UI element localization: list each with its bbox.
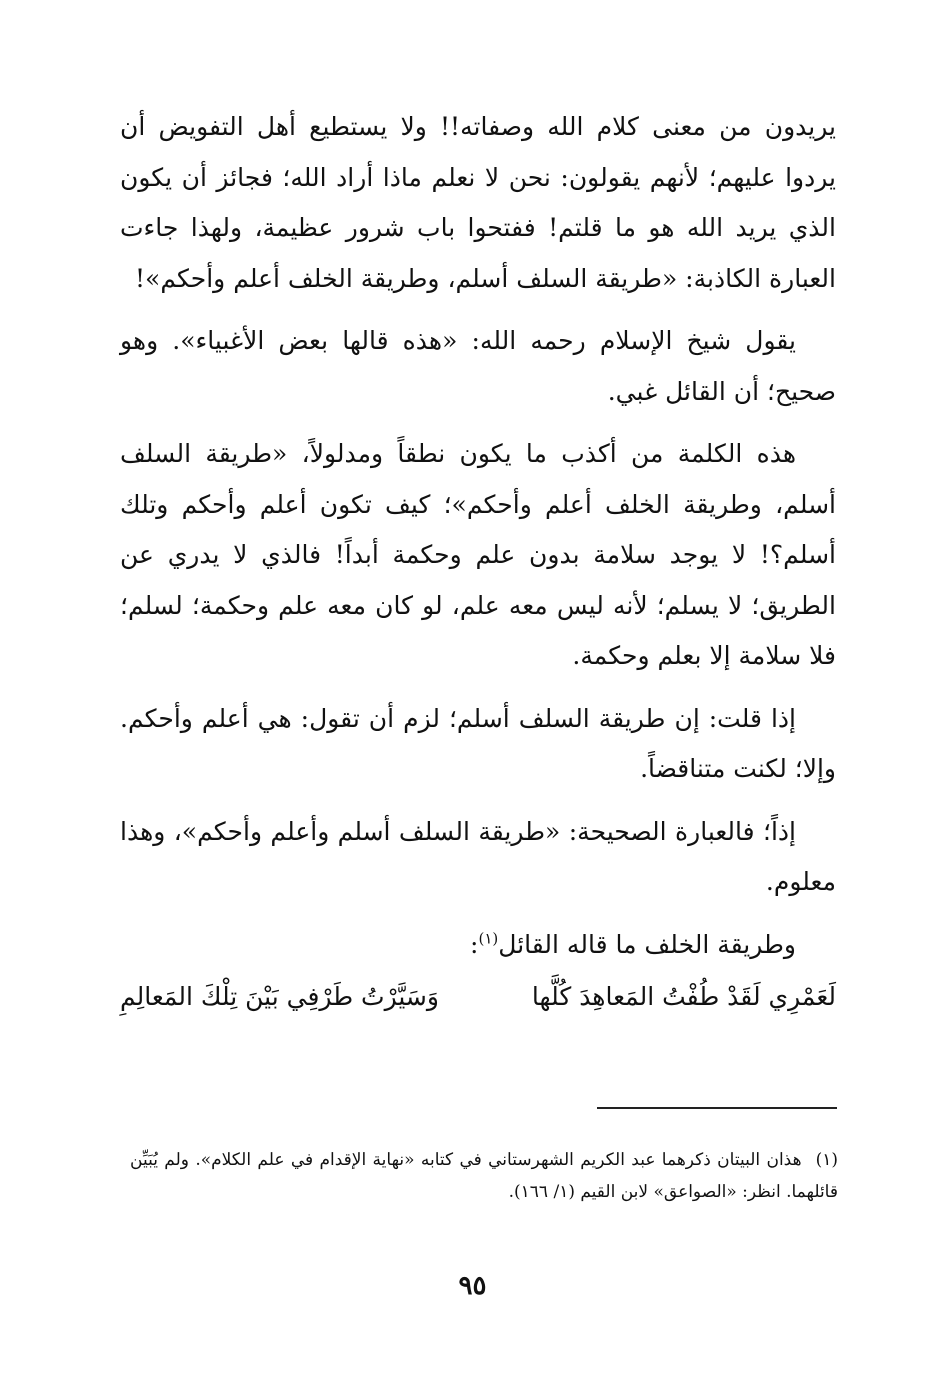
footnote-text: هذان البيتان ذكرهما عبد الكريم الشهرستاني في كتابه «نهاية الإقدام في علم الكلام». ولم يُبَيِّن قائلهما. انظر: «الصواعق» لابن القيم (١/ ١٦٦). — [130, 1150, 838, 1202]
paragraph-2: يقول شيخ الإسلام رحمه الله: «هذه قالها بعض الأغبياء». وهو صحيح؛ أن القائل غبي. — [120, 326, 836, 406]
paragraph-5: إذاً؛ فالعبارة الصحيحة: «طريقة السلف أسلم وأعلم وأحكم»، وهذا معلوم. — [120, 816, 836, 896]
poem-intro-text: وطريقة الخلف ما قاله القائل — [498, 929, 796, 959]
paragraph-4: إذا قلت: إن طريقة السلف أسلم؛ لزم أن تقول: هي أعلم وأحكم. وإلا؛ لكنت متناقضاً. — [120, 703, 836, 783]
poem-intro — [120, 920, 836, 971]
paragraph-1: يريدون من معنى كلام الله وصفاته!! ولا يستطيع أهل التفويض أن يردوا عليهم؛ لأنهم يقولون: نحن لا نعلم ماذا أراد الله؛ فجائز أن يكون الذي يريد الله هو ما قلتم! ففتحوا باب شرور عظيمة، ولهذا جاءت العبارة الكاذبة: «طريقة السلف أسلم، وطريقة الخلف أعلم وأحكم»! — [120, 112, 836, 293]
footnote-1 — [130, 1144, 838, 1208]
verse-first-hemistich: لَعَمْرِي لَقَدْ طُفْتُ المَعاهِدَ كُلَّها — [531, 982, 836, 1011]
verse-second-hemistich: وَسَيَّرْتُ طَرْفِي بَيْنَ تِلْكَ المَعالِمِ — [120, 982, 439, 1011]
footnote-reference: (١) — [478, 929, 499, 948]
poem-intro-colon: : — [470, 929, 479, 959]
footnote-separator — [597, 1107, 837, 1109]
paragraph-3: هذه الكلمة من أكذب ما يكون نطقاً ومدلولاً، «طريقة السلف أسلم، وطريقة الخلف أعلم وأحكم»؛ كيف تكون أعلم وأحكم وتلك أسلم؟! لا يوجد سلامة بدون علم وحكمة أبداً! فالذي لا يدري عن الطريق؛ لا يسلم؛ لأنه ليس معه علم، لو كان معه علم وحكمة؛ لسلم؛ فلا سلامة إلا بعلم وحكمة. — [120, 439, 836, 670]
footnotes — [130, 1144, 838, 1208]
footnote-number: (١) — [815, 1150, 838, 1170]
poem-verse — [120, 972, 836, 1022]
main-text — [120, 102, 836, 1022]
page-number: ٩٥ — [458, 1271, 487, 1301]
